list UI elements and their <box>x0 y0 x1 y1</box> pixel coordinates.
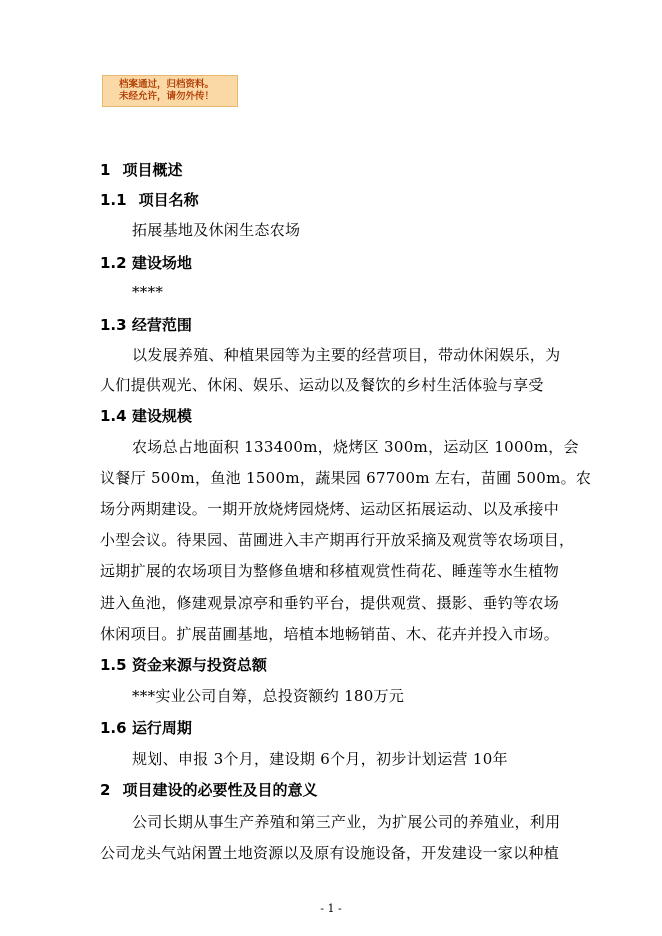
stamp-line-1: 档案通过，归档资料。 <box>119 79 215 90</box>
scale-line-2: 议餐厅 500m，鱼池 1500m，蔬果园 67700m 左右，苗圃 500m。农 <box>100 469 592 487</box>
section-1-2-heading: 1.2 建设场地 <box>100 254 192 272</box>
stamp-line-2: 未经允许，请勿外传！ <box>119 91 215 102</box>
period-text: 规划、申报 3个月，建设期 6个月，初步计划运营 10年 <box>132 750 508 768</box>
scope-line-1: 以发展养殖、种植果园等为主要的经营项目，带动休闲娱乐，为 <box>132 346 561 364</box>
section-1-6-heading: 1.6 运行周期 <box>100 719 192 737</box>
scale-line-1: 农场总占地面积 133400m，烧烤区 300m，运动区 1000m，会 <box>132 438 579 456</box>
funding-text: ***实业公司自筹，总投资额约 180万元 <box>132 687 405 705</box>
scale-line-6: 进入鱼池，修建观景凉亭和垂钓平台，提供观赏、摄影、垂钓等农场 <box>100 594 560 612</box>
section-1-5-heading: 1.5 资金来源与投资总额 <box>100 656 267 674</box>
scope-line-2: 人们提供观光、休闲、娱乐、运动以及餐饮的乡村生活体验与享受 <box>100 376 544 394</box>
page-number: - 1 - <box>320 902 342 915</box>
section-2-heading: 2 项目建设的必要性及目的意义 <box>100 781 318 799</box>
section-1-3-heading: 1.3 经营范围 <box>100 316 192 334</box>
scale-line-3: 场分两期建设。一期开放烧烤园烧烤、运动区拓展运动、以及承接中 <box>100 500 560 518</box>
watermark-stamp <box>102 75 238 107</box>
necessity-line-2: 公司龙头气站闲置土地资源以及原有设施设备，开发建设一家以种植 <box>100 844 560 862</box>
project-name-text: 拓展基地及休闲生态农场 <box>132 221 301 239</box>
section-1-1-heading: 1.1 项目名称 <box>100 191 199 209</box>
necessity-line-1: 公司长期从事生产养殖和第三产业，为扩展公司的养殖业，利用 <box>132 813 561 831</box>
scale-line-5: 远期扩展的农场项目为整修鱼塘和移植观赏性荷花、睡莲等水生植物 <box>100 562 560 580</box>
site-text: **** <box>132 283 164 301</box>
scale-line-4: 小型会议。待果园、苗圃进入丰产期再行开放采摘及观赏等农场项目， <box>100 531 575 549</box>
section-1-4-heading: 1.4 建设规模 <box>100 407 192 425</box>
section-1-heading: 1 项目概述 <box>100 161 183 179</box>
scale-line-7: 休闲项目。扩展苗圃基地，培植本地畅销苗、木、花卉并投入市场。 <box>100 625 560 643</box>
